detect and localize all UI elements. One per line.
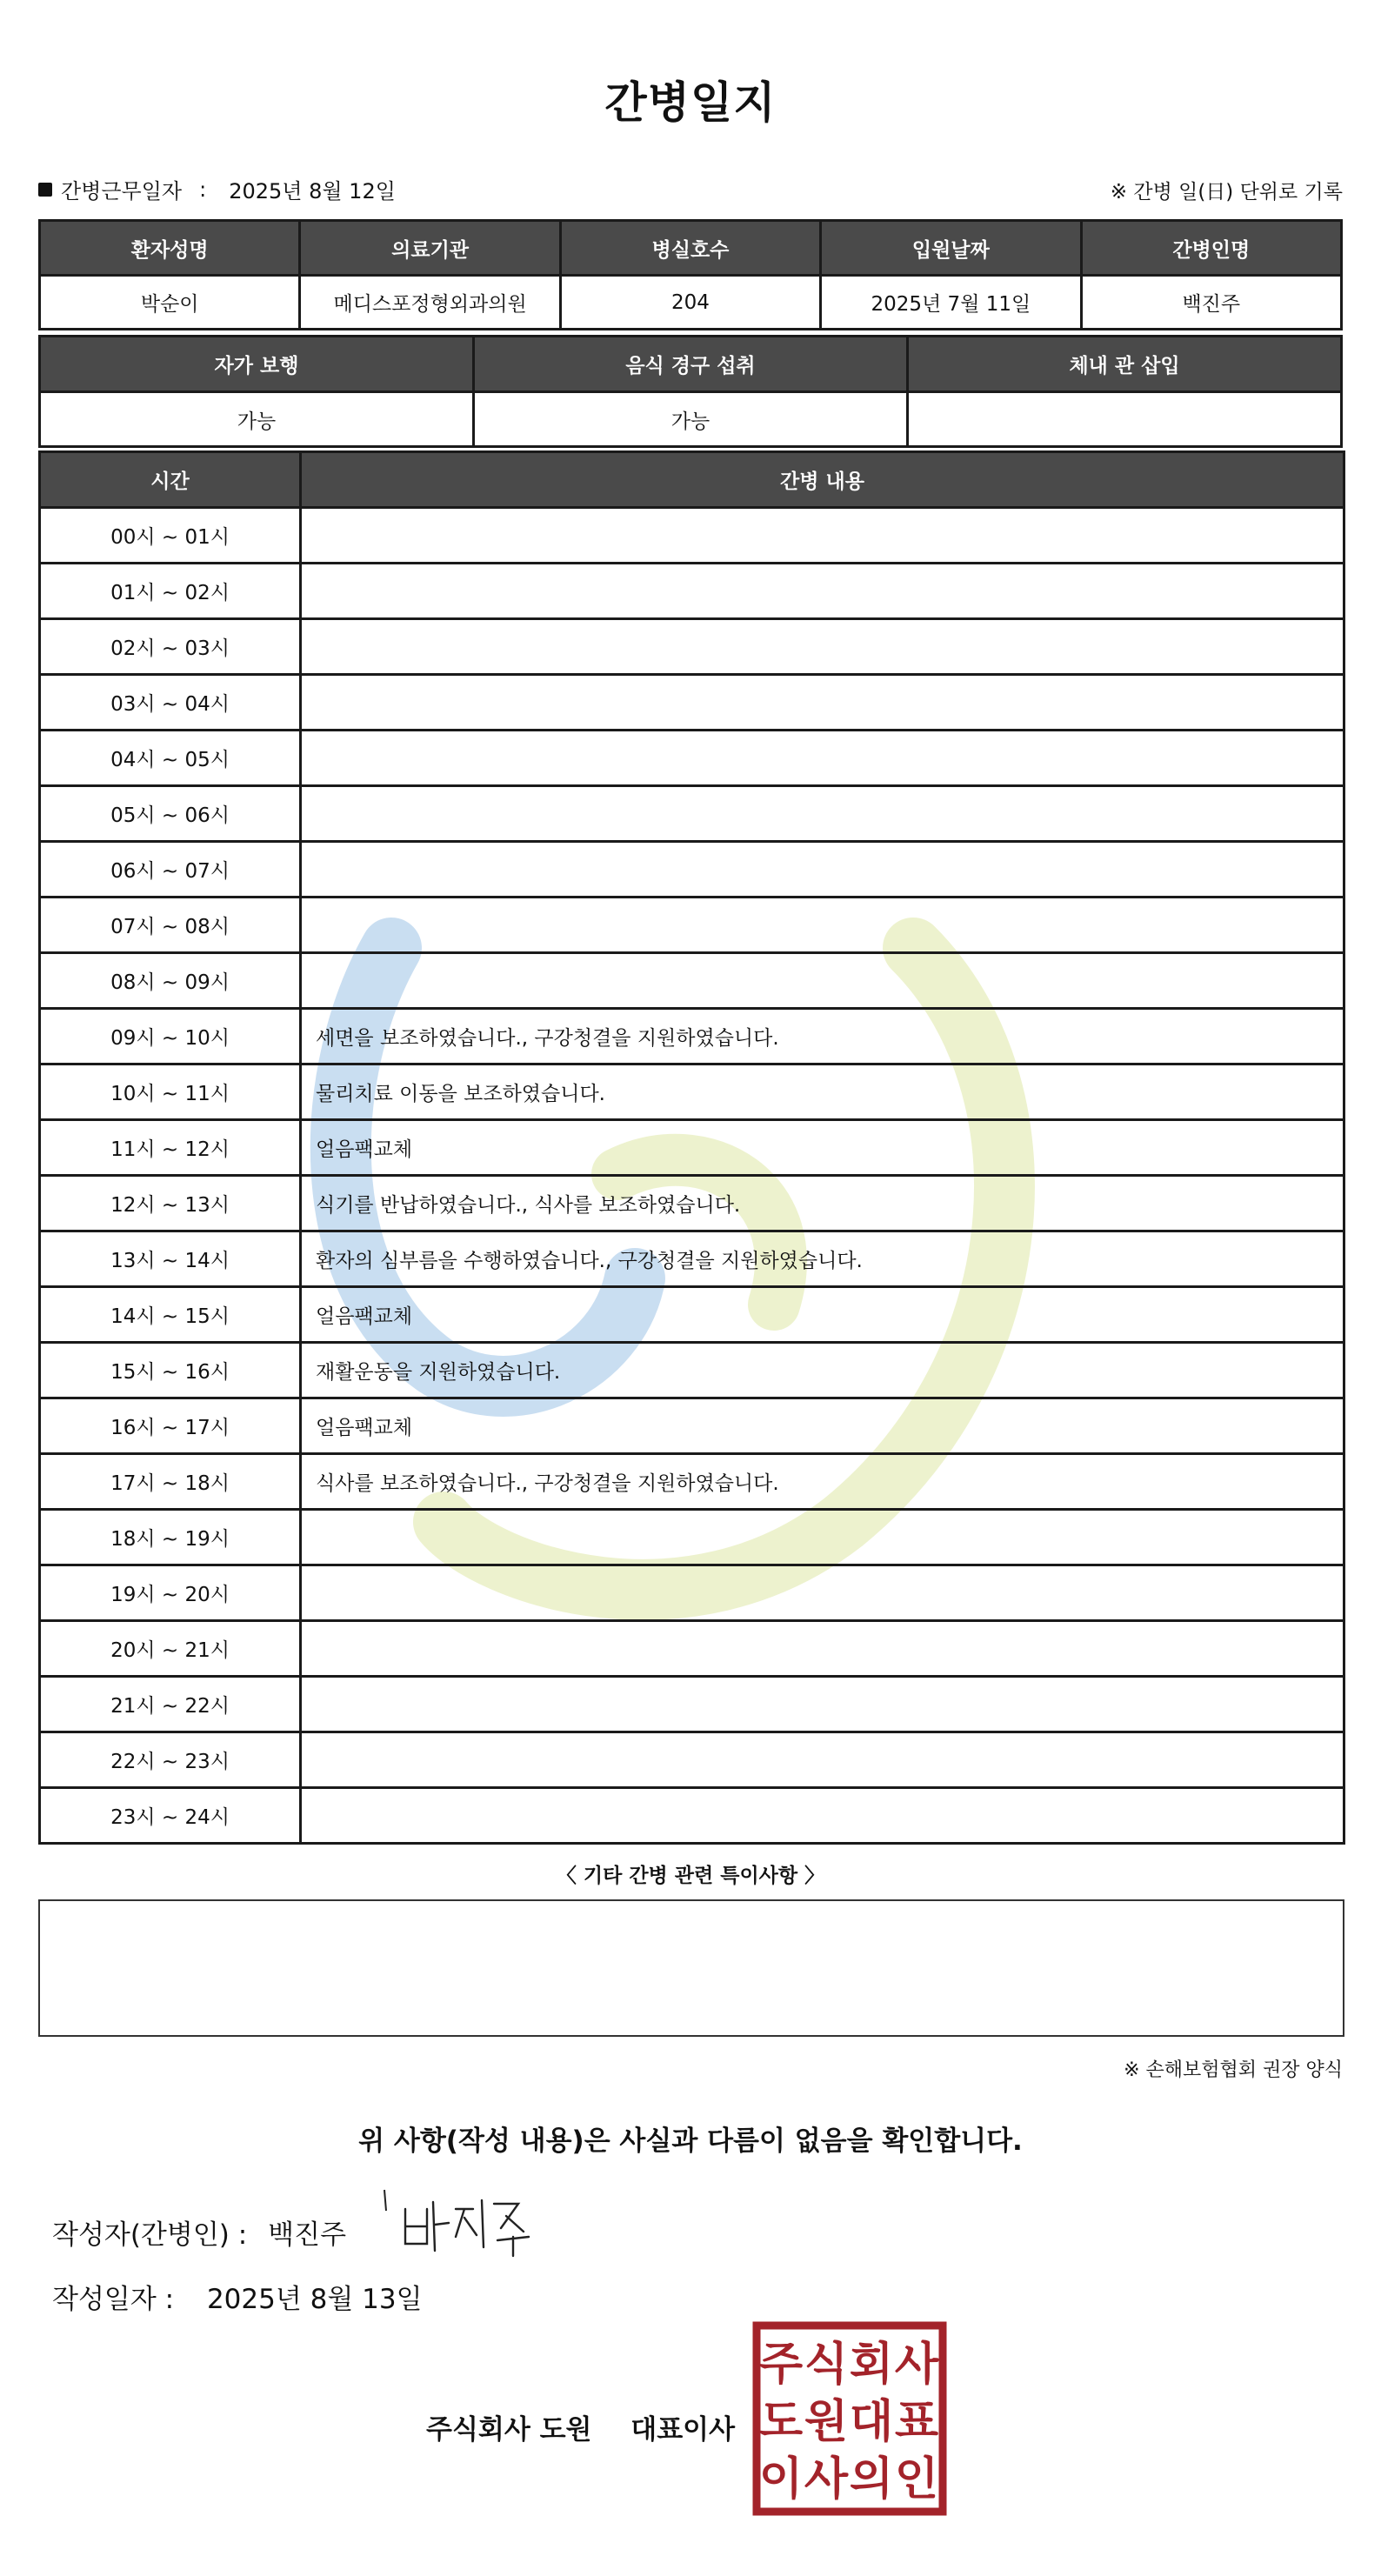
writer-label: 작성자(간병인) : — [52, 2219, 248, 2251]
table-row — [40, 1732, 1344, 1788]
duty-date — [38, 174, 396, 204]
time-slot: 05시 ~ 06시 — [40, 786, 301, 842]
header-care-content: 간병 내용 — [301, 452, 1344, 508]
care-content: 식기를 반납하였습니다., 식사를 보조하였습니다. — [301, 1176, 1344, 1231]
bullet-square-icon — [38, 183, 52, 197]
time-slot: 02시 ~ 03시 — [40, 619, 301, 675]
care-content — [301, 898, 1344, 953]
seal-character: 사 — [894, 2339, 939, 2391]
seal-character: 의 — [849, 2453, 894, 2506]
header-admission-date: 입원날짜 — [821, 221, 1081, 276]
table-row — [40, 1565, 1344, 1621]
time-slot: 17시 ~ 18시 — [40, 1454, 301, 1510]
time-slot: 08시 ~ 09시 — [40, 953, 301, 1009]
table-row — [40, 1287, 1344, 1343]
seal-character: 대 — [849, 2396, 894, 2448]
care-content — [301, 1565, 1344, 1621]
company-name: 주식회사 도원 — [426, 2414, 592, 2446]
care-content: 환자의 심부름을 수행하였습니다., 구강청결을 지원하였습니다. — [301, 1231, 1344, 1287]
time-slot: 12시 ~ 13시 — [40, 1176, 301, 1231]
seal-character: 회 — [849, 2339, 894, 2391]
duty-date-colon: : — [199, 177, 207, 202]
log-body — [40, 508, 1344, 1844]
writer-name: 백진주 — [268, 2219, 347, 2251]
time-slot: 06시 ~ 07시 — [40, 842, 301, 898]
page-title: 간병일지 — [604, 77, 777, 128]
write-date-value: 2025년 8월 13일 — [206, 2284, 423, 2315]
header-self-walking: 자가 보행 — [40, 337, 474, 392]
handwritten-signature — [379, 2183, 536, 2261]
patient-status-table — [38, 335, 1343, 448]
time-slot: 21시 ~ 22시 — [40, 1677, 301, 1732]
table-row — [40, 1788, 1344, 1844]
care-content — [301, 731, 1344, 786]
time-slot: 19시 ~ 20시 — [40, 1565, 301, 1621]
self-walking: 가능 — [40, 392, 474, 447]
table-row — [40, 1343, 1344, 1398]
care-content: 얼음팩교체 — [301, 1398, 1344, 1454]
seal-character: 도 — [758, 2396, 804, 2448]
table-row — [40, 731, 1344, 786]
seal-character: 주 — [758, 2339, 804, 2391]
room-number: 204 — [560, 276, 820, 330]
care-content — [301, 619, 1344, 675]
duty-date-label: 간병근무일자 — [61, 179, 183, 204]
table-row — [40, 953, 1344, 1009]
seal-character: 인 — [894, 2453, 939, 2506]
care-content: 얼음팩교체 — [301, 1287, 1344, 1343]
table-row — [40, 898, 1344, 953]
care-content: 얼음팩교체 — [301, 1120, 1344, 1176]
care-content: 물리치료 이동을 보조하였습니다. — [301, 1064, 1344, 1120]
write-date-line — [52, 2277, 423, 2316]
table-row — [40, 1677, 1344, 1732]
time-slot: 09시 ~ 10시 — [40, 1009, 301, 1064]
writer-line — [52, 2212, 346, 2252]
admission-date: 2025년 7월 11일 — [821, 276, 1081, 330]
care-content — [301, 675, 1344, 731]
company-line — [426, 2407, 735, 2446]
care-content — [301, 1621, 1344, 1677]
time-slot: 20시 ~ 21시 — [40, 1621, 301, 1677]
oral-intake: 가능 — [474, 392, 908, 447]
time-slot: 10시 ~ 11시 — [40, 1064, 301, 1120]
time-slot: 11시 ~ 12시 — [40, 1120, 301, 1176]
time-slot: 15시 ~ 16시 — [40, 1343, 301, 1398]
care-content — [301, 508, 1344, 564]
hospital: 메디스포정형외과의원 — [300, 276, 560, 330]
table-row — [40, 1621, 1344, 1677]
seal-character: 사 — [804, 2453, 849, 2506]
time-slot: 07시 ~ 08시 — [40, 898, 301, 953]
table-row — [40, 786, 1344, 842]
care-content: 재활운동을 지원하였습니다. — [301, 1343, 1344, 1398]
time-slot: 16시 ~ 17시 — [40, 1398, 301, 1454]
caregiver-name: 백진주 — [1081, 276, 1341, 330]
care-content: 세면을 보조하였습니다., 구강청결을 지원하였습니다. — [301, 1009, 1344, 1064]
table-row — [40, 1120, 1344, 1176]
seal-character: 식 — [804, 2339, 849, 2391]
care-content: 식사를 보조하였습니다., 구강청결을 지원하였습니다. — [301, 1454, 1344, 1510]
time-slot: 00시 ~ 01시 — [40, 508, 301, 564]
table-row — [40, 1176, 1344, 1231]
seal-character: 이 — [758, 2453, 804, 2506]
table-row — [40, 675, 1344, 731]
header-time: 시간 — [40, 452, 301, 508]
care-content — [301, 1677, 1344, 1732]
table-row — [40, 619, 1344, 675]
care-content — [301, 953, 1344, 1009]
time-slot: 01시 ~ 02시 — [40, 564, 301, 619]
patient-name: 박순이 — [40, 276, 300, 330]
special-notes-title: 〈 기타 간병 관련 특이사항 〉 — [556, 1865, 825, 1887]
care-content — [301, 564, 1344, 619]
special-notes-box — [38, 1899, 1344, 2037]
time-slot: 18시 ~ 19시 — [40, 1510, 301, 1565]
care-content — [301, 842, 1344, 898]
table-row — [40, 564, 1344, 619]
representative-title: 대표이사 — [630, 2414, 736, 2446]
recommendation-note: ※ 손해보험협회 권장 양식 — [1124, 2059, 1343, 2081]
time-slot: 22시 ~ 23시 — [40, 1732, 301, 1788]
header-tube-insertion: 체내 관 삽입 — [908, 337, 1342, 392]
table-row — [40, 1231, 1344, 1287]
header-hospital: 의료기관 — [300, 221, 560, 276]
unit-note: ※ 간병 일(日) 단위로 기록 — [1110, 181, 1343, 204]
time-slot: 03시 ~ 04시 — [40, 675, 301, 731]
tube-insertion — [908, 392, 1342, 447]
care-content — [301, 786, 1344, 842]
table-row — [40, 508, 1344, 564]
header-room-number: 병실호수 — [560, 221, 820, 276]
hourly-care-log-table — [38, 450, 1345, 1845]
table-row — [40, 1510, 1344, 1565]
care-content — [301, 1510, 1344, 1565]
seal-character: 원 — [804, 2396, 849, 2448]
confirmation-statement: 위 사항(작성 내용)은 사실과 다름이 없음을 확인합니다. — [358, 2126, 1023, 2157]
table-row — [40, 842, 1344, 898]
header-oral-intake: 음식 경구 섭취 — [474, 337, 908, 392]
care-content — [301, 1788, 1344, 1844]
time-slot: 23시 ~ 24시 — [40, 1788, 301, 1844]
time-slot: 04시 ~ 05시 — [40, 731, 301, 786]
header-patient-name: 환자성명 — [40, 221, 300, 276]
table-row — [40, 1398, 1344, 1454]
header-caregiver-name: 간병인명 — [1081, 221, 1341, 276]
patient-info-table — [38, 219, 1343, 330]
time-slot: 14시 ~ 15시 — [40, 1287, 301, 1343]
care-content — [301, 1732, 1344, 1788]
table-row — [40, 1064, 1344, 1120]
table-row — [40, 1454, 1344, 1510]
write-date-label: 작성일자 : — [52, 2284, 175, 2315]
time-slot: 13시 ~ 14시 — [40, 1231, 301, 1287]
seal-character: 표 — [894, 2396, 939, 2448]
duty-date-value: 2025년 8월 12일 — [229, 179, 396, 204]
table-row — [40, 1009, 1344, 1064]
company-seal-stamp — [751, 2320, 948, 2517]
